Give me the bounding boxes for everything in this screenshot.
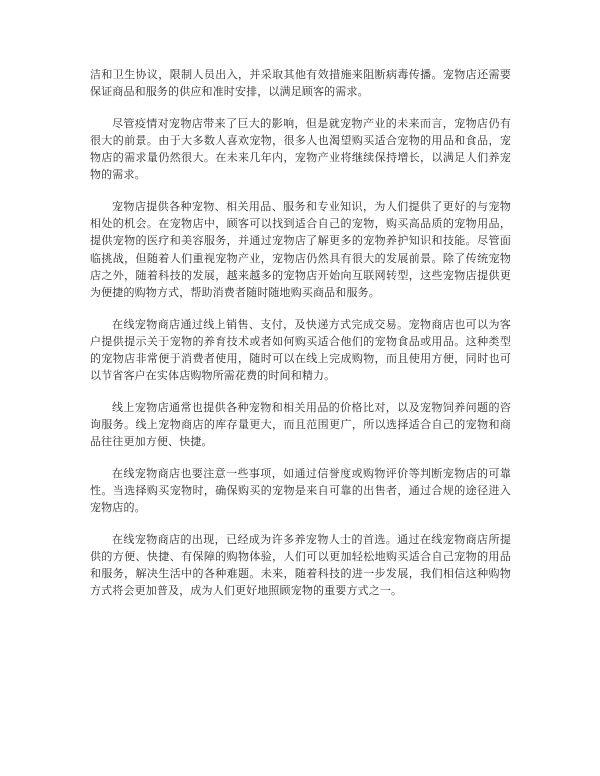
paragraph-precautions: 在线宠物商店也要注意一些事项，如通过信誉度或购物评价等判断宠物店的可靠性。当选择购买宠物时，确保购买的宠物是来自可靠的出售者，通过合规的途径进入宠物店的。 (90, 466, 511, 515)
document-body (90, 66, 511, 614)
paragraph-pet-store-services: 宠物店提供各种宠物、相关用品、服务和专业知识，为人们提供了更好的与宠物相处的机会。在宠物店中，顾客可以找到适合自己的宠物，购买高品质的宠物用品，提供宠物的医疗和美容服务，并通过宠物店了解更多的宠物养护知识和技能。尽管面临挑战，但随着人们重视宠物产业，宠物店仍然具有很大的发展前景。除了传统宠物店之外，随着科技的发展，越来越多的宠物店开始向互联网转型，这些宠物店提供更为便捷的购物方式，帮助消费者随时随地购买商品和服务。 (90, 199, 511, 300)
paragraph-future-prospects: 尽管疫情对宠物店带来了巨大的影响，但是就宠物产业的未来而言，宠物店仍有很大的前景。由于大多数人喜欢宠物，很多人也渴望购买适合宠物的用品和食品，宠物店的需求量仍然很大。在未来几年内，宠物产业将继续保持增长，以满足人们养宠物的需求。 (90, 116, 511, 182)
paragraph-online-store: 在线宠物商店通过线上销售、支付，及快递方式完成交易。宠物商店也可以为客户提供提示关于宠物的养育技术或者如何购买适合他们的宠物食品或用品。这种类型的宠物店非常便于消费者使用，随时可以在线上完成购物，而且使用方便，同时也可以节省客户在实体店购物所需花费的时间和精力。 (90, 317, 511, 383)
paragraph-continuation: 洁和卫生协议，限制人员出入，并采取其他有效措施来阻断病毒传播。宠物店还需要保证商品和服务的供应和准时安排，以满足顾客的需求。 (90, 68, 511, 99)
paragraph-price-comparison: 线上宠物店通常也提供各种宠物和相关用品的价格比对，以及宠物饲养问题的咨询服务。线上宠物商店的库存量更大，而且范围更广，所以选择适合自己的宠物和商品往往更加方便、快捷。 (90, 400, 511, 449)
paragraph-conclusion: 在线宠物商店的出现，已经成为许多养宠物人士的首选。通过在线宠物商店所提供的方便、快捷、有保障的购物体验，人们可以更加轻松地购买适合自己宠物的用品和服务，解决生活中的各种难题。未来，随着科技的进一步发展，我们相信这种购物方式将会更加普及，成为人们更好地照顾宠物的重要方式之一。 (90, 532, 511, 598)
